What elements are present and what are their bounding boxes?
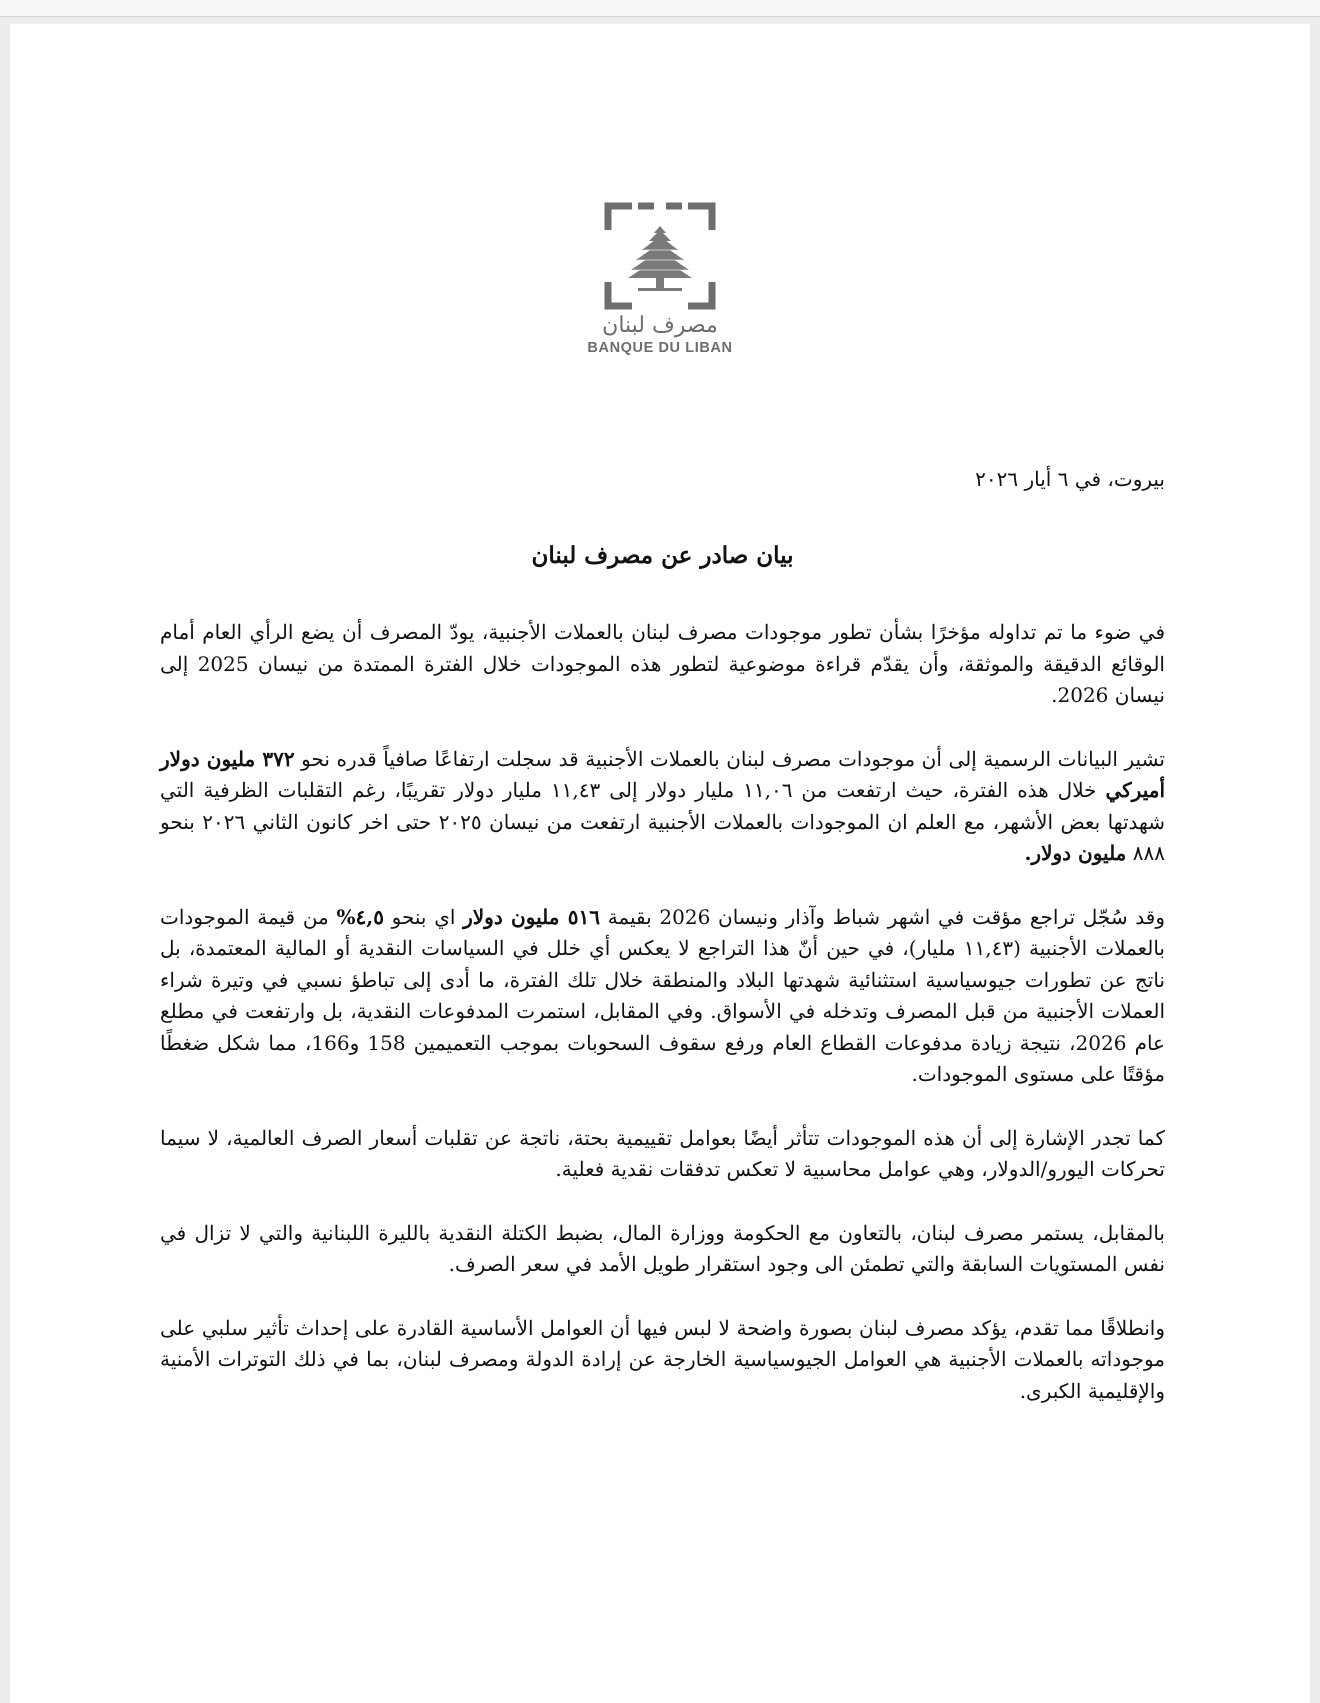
paragraph-3	[160, 902, 1165, 1091]
paragraph-6: وانطلاقًا مما تقدم، يؤكد مصرف لبنان بصورة واضحة لا لبس فيها أن العوامل الأساسية القادرة على إحداث تأثير سلبي على موجوداته بالعملات الأجنبية هي العوامل الجيوسياسية الخارجة عن إرادة الدولة ومصرف لبنان، بما في ذلك التوترات الأمنية والإقليمية الكبرى.	[160, 1315, 1165, 1403]
paragraph-2-text-a: تشير البيانات الرسمية إلى أن موجودات مصرف لبنان بالعملات الأجنبية قد سجلت ارتفاعًا صافياً قدره نحو	[294, 746, 1165, 771]
paragraph-3-text-a: وقد سُجّل تراجع مؤقت في اشهر شباط وآذار ونيسان 2026 بقيمة	[599, 904, 1165, 929]
logo-arabic-name: مصرف لبنان	[602, 313, 718, 338]
paragraph-3-text-b: اي بنحو	[383, 904, 464, 929]
paragraph-4: كما تجدر الإشارة إلى أن هذه الموجودات تتأثر أيضًا بعوامل تقييمية بحتة، ناتجة عن تقلبات أسعار الصرف العالمية، لا سيما تحركات اليورو/الدولار، وهي عوامل محاسبية لا تعكس تدفقات نقدية فعلية.	[160, 1125, 1165, 1181]
statement-body	[160, 464, 1165, 1439]
paragraph-2-text-b: خلال هذه الفترة، حيث ارتفعت من ١١,٠٦ مليار دولار إلى ١١,٤٣ مليار دولار تقريبًا، رغم التقلبات الظرفية التي شهدتها بعض الأشهر، مع العلم ان الموجودات بالعملات الأجنبية ارتفعت من نيسان ٢٠٢٥ حتى اخر كانون الثاني ٢٠٢٦ بنحو ٨٨٨	[160, 778, 1165, 865]
logo-latin-name: BANQUE DU LIBAN	[587, 340, 733, 356]
viewer-top-strip	[0, 0, 1320, 17]
paragraph-2-bold-unit: مليون دولار.	[1024, 841, 1127, 865]
cedar-tree-icon	[604, 202, 716, 310]
bank-logo	[10, 202, 1310, 402]
paragraph-5: بالمقابل، يستمر مصرف لبنان، بالتعاون مع الحكومة ووزارة المال، بضبط الكتلة النقدية بالليرة اللبنانية والتي لا تزال في نفس المستويات السابقة والتي تطمئن الى وجود استقرار طويل الأمد في سعر الصرف.	[160, 1220, 1165, 1276]
paragraph-2	[160, 744, 1165, 870]
paragraph-2-bold-amount: ٣٧٢ مليون دولار أميركي	[160, 746, 1165, 802]
document-page	[10, 24, 1310, 1703]
paragraph-3-bold-percent: ٤,٥%	[336, 904, 384, 929]
paragraph-1: في ضوء ما تم تداوله مؤخرًا بشأن تطور موجودات مصرف لبنان بالعملات الأجنبية، يودّ المصرف أن يضع الرأي العام أمام الوقائع الدقيقة والموثقة، وأن يقدّم قراءة موضوعية لتطور هذه الموجودات خلال الفترة الممتدة من نيسان 2025 إلى نيسان 2026.	[160, 620, 1165, 707]
paragraph-3-bold-amount: ٥١٦ مليون دولار	[463, 904, 600, 929]
paragraph-3-text-c: من قيمة الموجودات بالعملات الأجنبية (١١,٤٣ مليار)، في حين أنّ هذا التراجع لا يعكس أي خلل في السياسات النقدية أو المالية المعتمدة، بل ناتج عن تطورات جيوسياسية استثنائية شهدتها البلاد والمنطقة خلال تلك الفترة، ما أدى إلى تباطؤ نسبي في وتيرة شراء العملات الأجنبية من قبل المصرف وتدخله في الأسواق. وفي المقابل، استمرت المدفوعات النقدية، بل وارتفعت في مطلع عام 2026، نتيجة زيادة مدفوعات القطاع العام ورفع سقوف السحوبات بموجب التعميمين 158 و166، مما شكل ضغطًا مؤقتًا على مستوى الموجودات.	[160, 904, 1165, 1086]
statement-title: بيان صادر عن مصرف لبنان	[531, 541, 794, 569]
dateline: بيروت، في ٦ أيار ٢٠٢٦	[975, 467, 1165, 491]
